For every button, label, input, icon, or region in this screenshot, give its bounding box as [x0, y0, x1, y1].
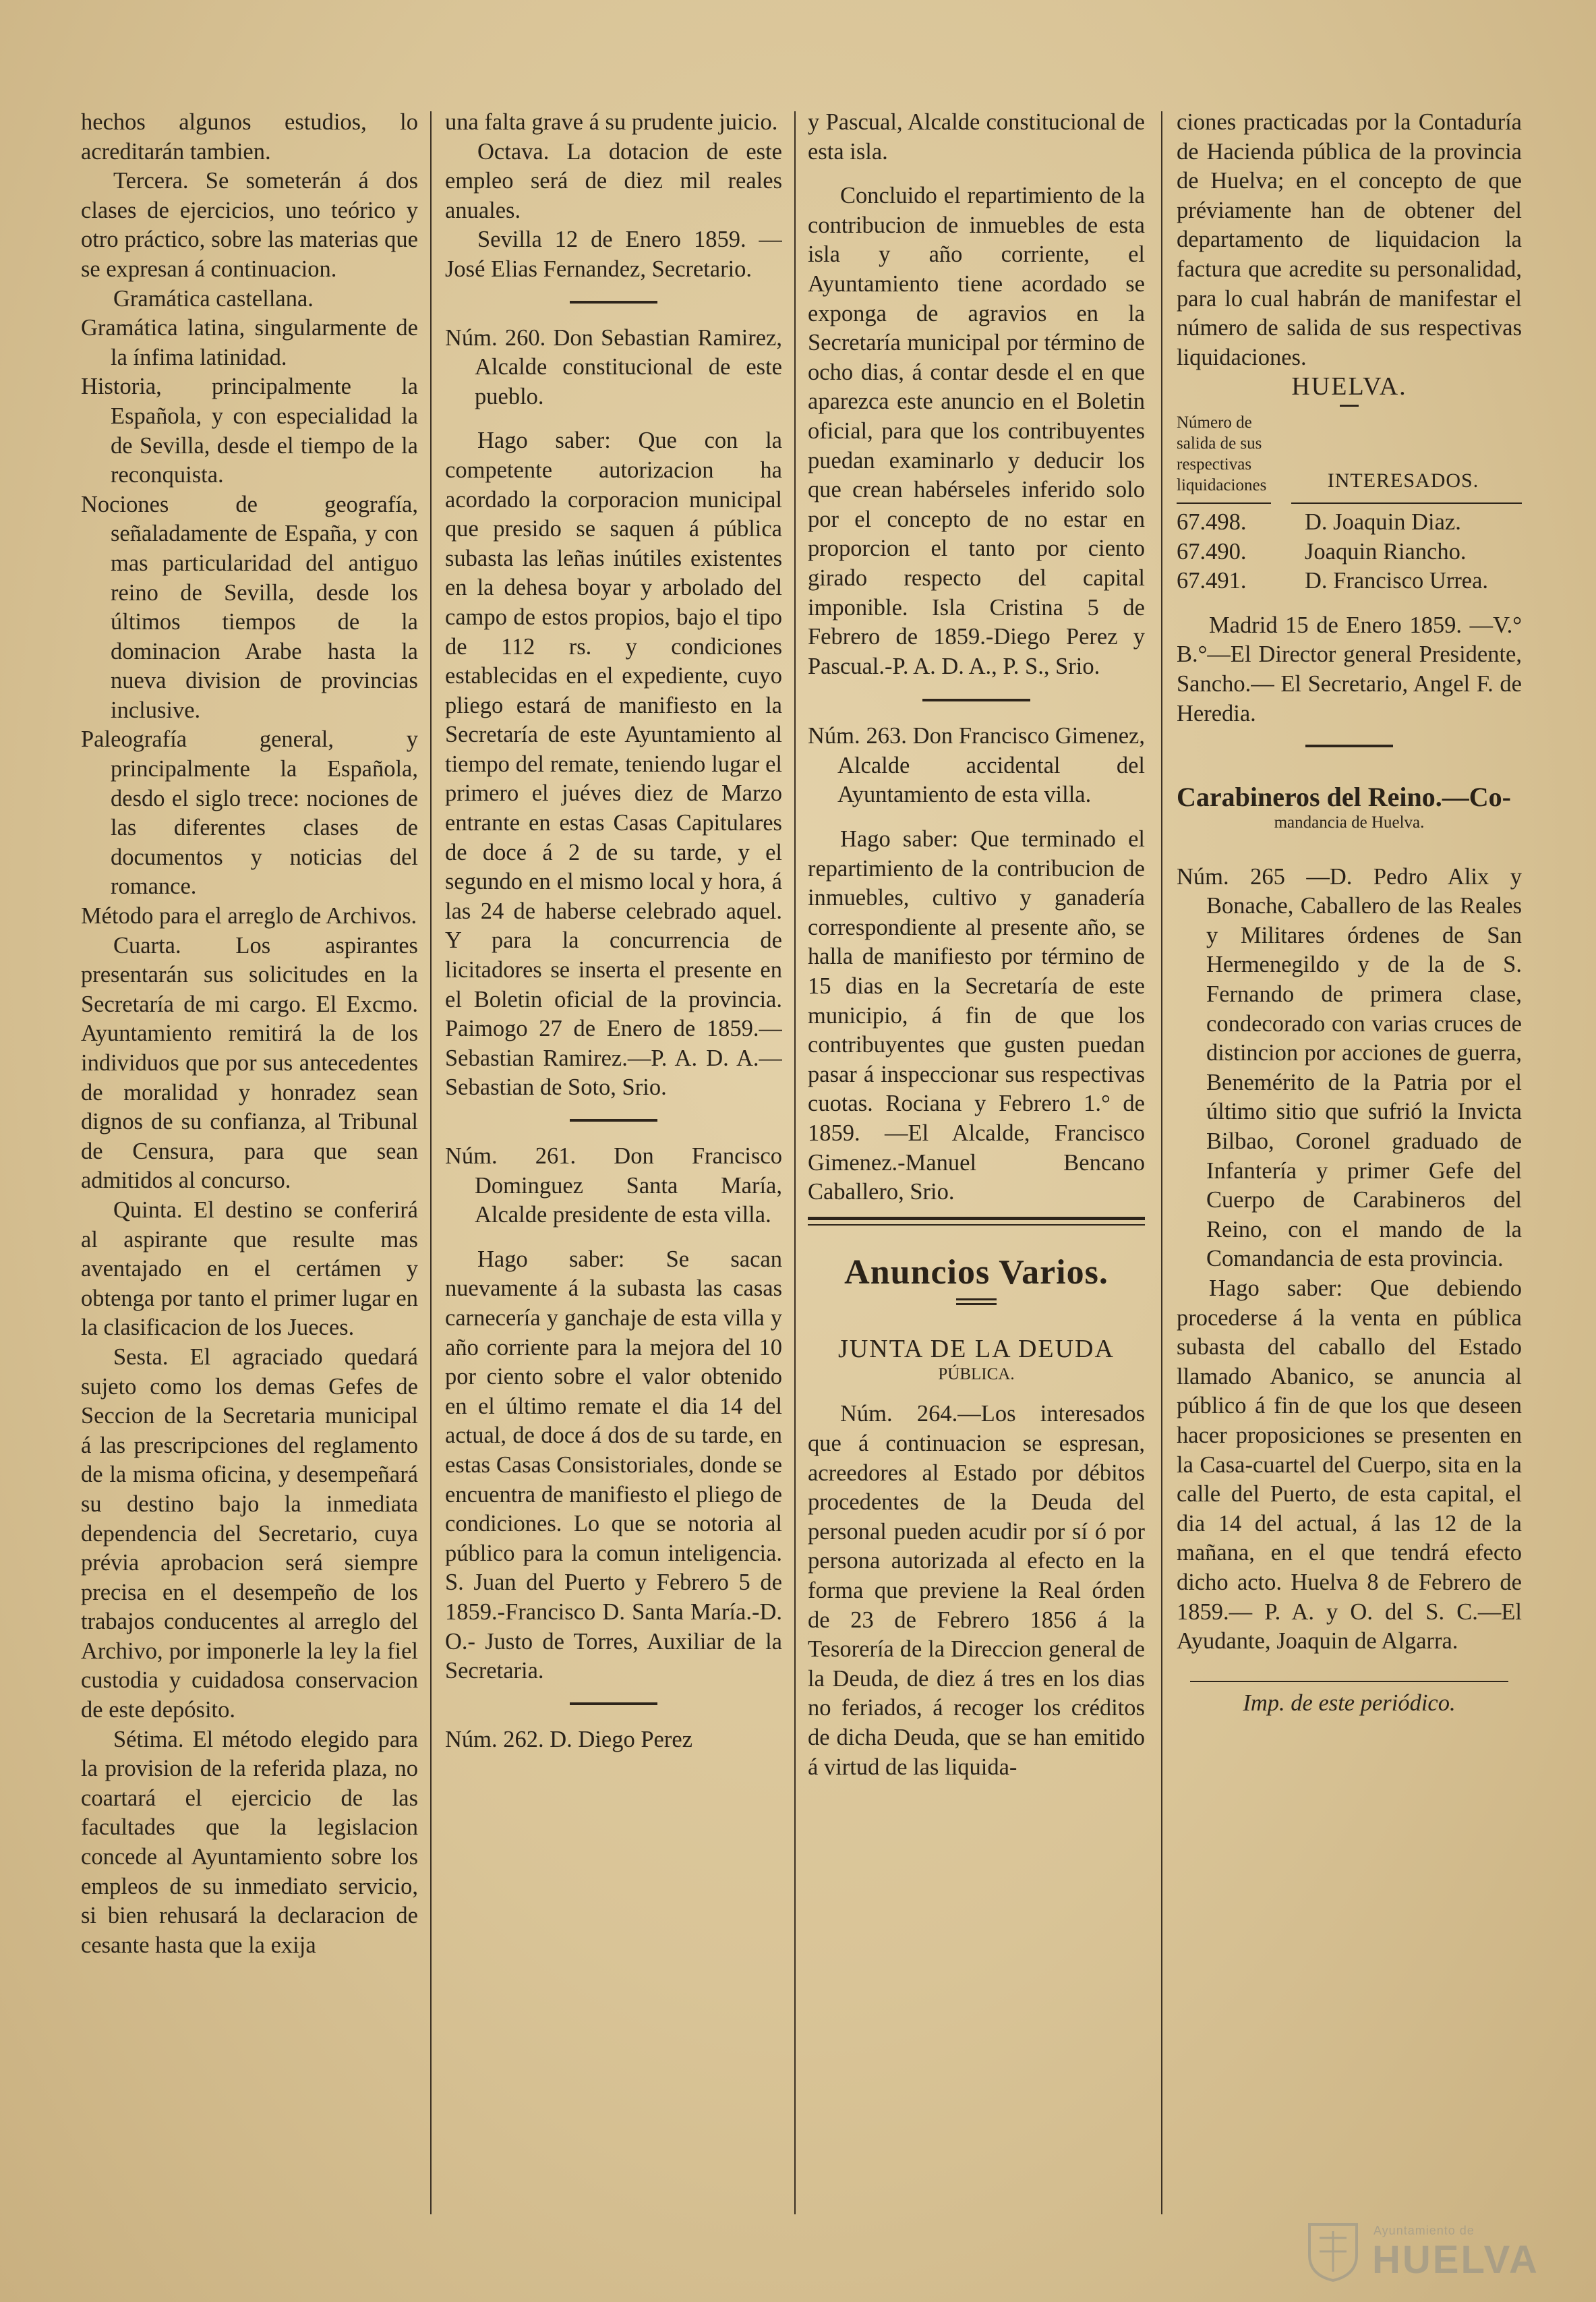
- paragraph: Concluido el repartimiento de la contribucion de inmuebles de esta isla y año corriente, el Ayuntamiento tiene acordado se exponga de agravios en la Secretaría municipal por término de ocho dias, á contar desde el en que aparezca este anuncio en el Boletin oficial, para que los contribuyentes puedan examinarlo y deducir los que crean habérseles inferido solo por el concepto de no estar en proporcion el tanto por ciento girado respecto del capital imponible. Isla Cristina 5 de Febrero de 1859.-Diego Perez y Pascual.-P. A. D. A., P. S., Srio.: [808, 183, 1145, 679]
- notice-heading: Método para el arreglo de Archivos.: [81, 903, 417, 929]
- closing-rule: [1190, 1681, 1508, 1682]
- paragraph: Quinta. El destino se conferirá al aspirante que resulte mas aventajado en el certámen y obtenga por tanto el primer lugar en la clasificacion de los Jueces.: [81, 1197, 418, 1341]
- column-1: [81, 108, 418, 2221]
- notice-heading: Núm. 265 —D. Pedro Alix y Bonache, Caballero de las Reales y Militares órdenes de San Hermenegildo y de la de S. Fernando de primera clase, condecorado con varias cruces de distincion por acciones de guerra, Benemérito de la Patria por el último sitio que sufrió la Invicta Bilbao, Coronel graduado de Infantería y primer Gefe del Cuerpo de Carabineros del Reino, con el mando de la Comandancia de esta provincia.: [1177, 863, 1522, 1272]
- table-header: [1177, 412, 1522, 496]
- spacer: [445, 411, 782, 426]
- creditor-name: D. Francisco Urrea.: [1305, 568, 1489, 594]
- watermark-top-text: Ayuntamiento de: [1373, 2224, 1475, 2237]
- paragraph: Núm. 264.—Los interesados que á continuacion se espresan, acreedores al Estado por débitos procedentes de la Deuda del personal pueden acudir por sí ó por persona autorizada al efecto en la forma que previene la Real órden de 23 de Febrero 1856 á la Tesorería de la Direccion general de la Deuda, de diez á tres en los dias no feriados, á recoger los créditos de dicha Deuda, que se han emitido á virtud de las liquida-: [808, 1401, 1145, 1780]
- paragraph: Sevilla 12 de Enero 1859. —José Elias Fernandez, Secretario.: [445, 227, 782, 282]
- spacer: [1177, 596, 1522, 611]
- liquidation-number: 67.490.: [1177, 538, 1247, 565]
- table-row: [1177, 567, 1522, 596]
- notice-heading: Nociones de geografía, señaladamente de España, y con mas particularidad del antiguo reino de Sevilla, desde los últimos tiempos de la dominacion Arabe hasta la nueva division de provincias inclusive.: [81, 491, 418, 723]
- column-divider: [1161, 111, 1162, 2214]
- short-rule: [1340, 405, 1359, 407]
- column-2: [445, 108, 782, 2221]
- printer-imprint: Imp. de este periódico.: [1243, 1690, 1456, 1716]
- section-rule: [570, 1119, 657, 1122]
- paragraph: Tercera. Se someterán á dos clases de ejercicios, uno teórico y otro práctico, sobre las materias que se expresan á continuacion.: [81, 168, 418, 282]
- notice-heading: Núm. 263. Don Francisco Gimenez, Alcalde accidental del Ayuntamiento de esta villa.: [808, 723, 1145, 808]
- liquidation-number: 67.498.: [1177, 509, 1247, 535]
- liquidation-number: 67.491.: [1177, 568, 1247, 594]
- spacer: [808, 1385, 1145, 1400]
- paragraph: hechos algunos estudios, lo acreditarán tambien.: [81, 109, 418, 165]
- column-header-interesados: INTERESADOS.: [1327, 469, 1479, 492]
- spacer: [808, 1320, 1145, 1335]
- section-rule: [570, 1702, 657, 1705]
- paragraph: Gramática castellana.: [113, 285, 314, 312]
- notice-heading: Gramática latina, singularmente de la ínfima latinidad.: [81, 315, 418, 370]
- notice-heading: Núm. 261. Don Francisco Dominguez Santa María, Alcalde presidente de esta villa.: [445, 1143, 782, 1228]
- subsection-subtitle: PÚBLICA.: [938, 1365, 1015, 1384]
- paragraph: Hago saber: Que con la competente autorizacion ha acordado la corporacion municipal que presido se saquen á pública subasta las leñas inútiles existentes en la dehesa boyar y arbolado del campo de estos propios, bajo el tipo de 112 rs. y condiciones establecidas en el expediente, cuyo pliego estará de manifiesto en la Secretaría de este Ayuntamiento al tiempo del remate, teniendo lugar el primero el juéves diez de Marzo entrante en estas Casas Capitulares de doce á 2 de su tarde, y el segundo en el mismo local y hora, á las 24 de haberse celebrado aquel. Y para la concurrencia de licitadores se inserta el presente en el Boletin oficial de la provincia. Paimogo 27 de Enero de 1859.—Sebastian Ramirez.—P. A. D. A.—Sebastian de Soto, Srio.: [445, 428, 782, 1101]
- section-rule: [922, 699, 1030, 701]
- section-rule: [570, 301, 657, 304]
- subsection-title: HUELVA.: [1291, 372, 1407, 401]
- creditors-table: [1177, 412, 1522, 596]
- column-4: [1177, 108, 1522, 2221]
- spacer: [808, 167, 1145, 181]
- notice-heading: Historia, principalmente la Española, y con especialidad la de Sevilla, desde el tiempo de la reconquista.: [81, 374, 418, 488]
- column-3: [808, 108, 1145, 2221]
- spacer: [1177, 833, 1522, 848]
- spacer: [1177, 848, 1522, 863]
- rule: [1177, 502, 1271, 504]
- paragraph: una falta grave á su prudente juicio.: [445, 109, 778, 135]
- creditor-name: Joaquin Riancho.: [1305, 538, 1467, 565]
- paragraph: Sesta. El agraciado quedará sujeto como los demas Gefes de Seccion de la Secretaria municipal á las prescripciones del reglamento de la misma oficina, y desempeñará su destino bajo la inmediata dependencia del Secretario, cuya prévia aprobacion será siempre precisa en el desempeño de los trabajos conducentes al arreglo del Archivo, por imponerle la ley la fiel custodia y cuidadosa conservacion de este depósito.: [81, 1344, 418, 1723]
- carabineros-heading: [1177, 782, 1522, 833]
- rule: [1291, 502, 1522, 504]
- paragraph: ciones practicadas por la Contaduría de Hacienda pública de la provincia de Huelva; en el concepto de que préviamente han de obtener del departamento de liquidacion la factura que acredite su personalidad, para lo cual habrán de manifestar el número de salida de sus respectivas liquidaciones.: [1177, 109, 1522, 370]
- paragraph: Hago saber: Que terminado el repartimiento de la contribucion de inmuebles, cultivo y ganadería correspondiente al presente año, se halla de manifiesto por término de 15 dias en la Secretaría de este municipio, á fin de que los contribuyentes que gusten puedan pasar á inspeccionar sus respectivas cuotas. Rociana y Febrero 1.° de 1859. —El Alcalde, Francisco Gimenez.-Manuel Bencano Caballero, Srio.: [808, 826, 1145, 1205]
- notice-heading: Paleografía general, y principalmente la Española, desdo el siglo trece: nociones de las diferentes clases de documentos y noticias del romance.: [81, 726, 418, 900]
- subsection-title: JUNTA DE LA DEUDA: [838, 1334, 1115, 1363]
- paragraph: y Pascual, Alcalde constitucional de esta isla.: [808, 109, 1145, 165]
- double-rule: [808, 1217, 1145, 1226]
- paragraph: Hago saber: Se sacan nuevamente á la subasta las casas carnecería y ganchaje de esta villa y año corriente para la mejora del 10 por ciento sobre el valor obtenido en el último remate el dia 14 del actual, de doce á dos de su tarde, en estas Casas Consistoriales, donde se encuentra de manifiesto el pliego de condiciones. Lo que se notoria al público para la comun inteligencia. S. Juan del Puerto y Febrero 5 de 1859.-Francisco D. Santa María.-D. O.- Justo de Torres, Auxiliar de la Secretaria.: [445, 1246, 782, 1684]
- paragraph: Sétima. El método elegido para la provision de la referida plaza, no coartará el ejercicio de las facultades que la legislacion concede al Ayuntamiento sobre los empleos de su inmediato servicio, si bien rehusará la declaracion de cesante hasta que la exija: [81, 1726, 418, 1958]
- table-row: [1177, 538, 1522, 567]
- column-divider: [430, 111, 432, 2214]
- section-rule: [1305, 745, 1393, 747]
- column-header-number: Número de salida de sus respectivas liquidaciones: [1177, 413, 1267, 494]
- spacer: [445, 1230, 782, 1245]
- paragraph: Cuarta. Los aspirantes presentarán sus solicitudes en la Secretaría de mi cargo. El Excmo. Ayuntamiento remitirá la de los individuos que por sus antecedentes de moralidad y honradez sean dignos de su confianza, al Tribunal de Censura, para que sean admitidos al concurso.: [81, 932, 418, 1194]
- spacer: [808, 810, 1145, 825]
- watermark-name: HUELVA: [1372, 2238, 1539, 2282]
- watermark-logo: [1306, 2214, 1549, 2289]
- carabineros-subtitle: mandancia de Huelva.: [1274, 813, 1425, 832]
- ornament-rule: [956, 1298, 997, 1305]
- city-shield-icon: [1306, 2221, 1360, 2282]
- paragraph: Hago saber: Que debiendo procederse á la venta en pública subasta del caballo del Estado llamado Abanico, se anuncia al público á fin de que los que deseen hacer proposiciones se presenten en la Casa-cuartel del Cuerpo, sita en la calle del Puerto, de esta capital, el dia 14 del actual, á las 12 de la mañana, en el que tendrá efecto dicho acto. Huelva 8 de Febrero de 1859.— P. A. y O. del S. C.—El Ayudante, Joaquin de Algarra.: [1177, 1275, 1522, 1654]
- table-header-rules: [1177, 502, 1522, 504]
- carabineros-title: Carabineros del Reino.—Co-: [1177, 782, 1511, 813]
- paragraph: Octava. La dotacion de este empleo será de diez mil reales anuales.: [445, 138, 782, 223]
- section-title: Anuncios Varios.: [844, 1253, 1109, 1292]
- column-divider: [794, 111, 796, 2214]
- paragraph: Núm. 262. D. Diego Perez: [445, 1726, 692, 1752]
- notice-heading: Núm. 260. Don Sebastian Ramirez, Alcalde constitucional de este pueblo.: [445, 324, 782, 409]
- creditor-name: D. Joaquin Diaz.: [1305, 509, 1461, 535]
- paragraph: Madrid 15 de Enero 1859. —V.° B.°—El Director general Presidente, Sancho.— El Secretario, Angel F. de Heredia.: [1177, 612, 1522, 726]
- spacer: [1177, 768, 1522, 782]
- table-row: [1177, 508, 1522, 538]
